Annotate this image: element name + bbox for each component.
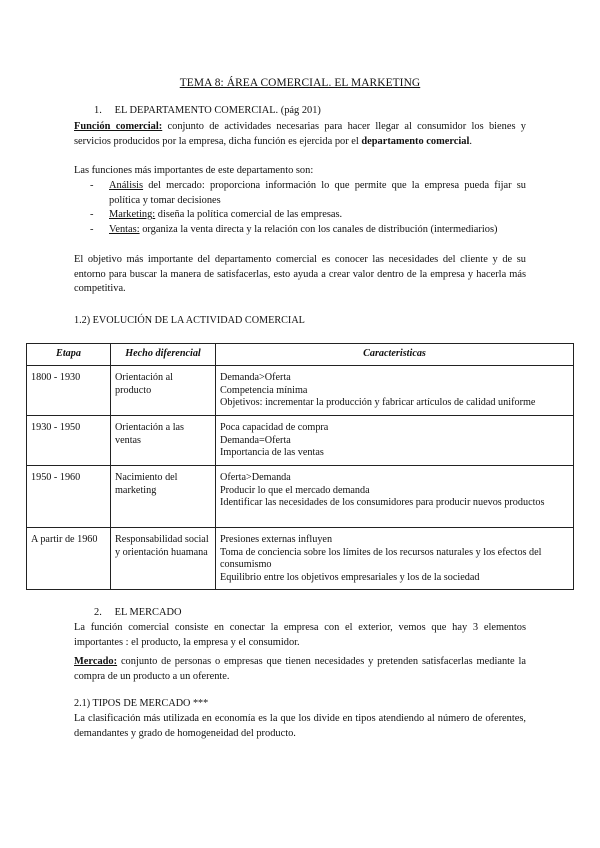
departamento-comercial-term: departamento comercial — [361, 135, 470, 147]
cell-caracteristicas — [216, 528, 574, 590]
caracteristica-line: Demanda>Oferta — [220, 372, 291, 383]
section-2-1-heading: 2.1) TIPOS DE MERCADO *** — [74, 698, 209, 709]
evolucion-table — [26, 343, 574, 590]
caracteristica-line: Demanda=Oferta — [220, 434, 291, 446]
caracteristica-line: Oferta>Demanda — [220, 472, 291, 483]
table-row — [27, 466, 574, 528]
analisis-label: Análisis — [109, 180, 144, 191]
caracteristica-line: Producir lo que el mercado demanda — [220, 484, 370, 496]
section-2-title: EL MERCADO — [114, 607, 182, 618]
funcion-comercial-paragraph — [74, 120, 526, 149]
funcion-comercial-text: conjunto de actividades necesarias para hacer llegar al consumidor los bienes y servicios producidos por la empresa, dicha función es ejercida por el — [74, 121, 527, 147]
marketing-text: diseña la política comercial de las empresas. — [155, 209, 343, 221]
cell-caracteristicas — [216, 366, 574, 416]
cell-etapa: 1930 - 1950 — [27, 416, 111, 466]
tipos-mercado-paragraph: La clasificación más utilizada en economía es la que los divide en tipos atendiendo al número de oferentes, demandantes y grado de homogeneidad del producto. — [74, 713, 526, 739]
ventas-text: organiza la venta directa y la relación con los canales de distribución (intermediarios) — [139, 223, 498, 235]
table-header-row — [27, 344, 574, 366]
cell-hecho: Orientación al producto — [111, 366, 216, 416]
list-item — [90, 179, 526, 208]
funciones-intro: Las funciones más importantes de este departamento son: — [74, 165, 314, 176]
caracteristica-line: Importancia de las ventas — [220, 447, 324, 459]
document-title: TEMA 8: ÁREA COMERCIAL. EL MARKETING — [179, 77, 421, 89]
section-1-number: 1. — [94, 105, 102, 116]
caracteristica-line: Competencia mínima — [220, 384, 308, 396]
cell-etapa: 1800 - 1930 — [27, 366, 111, 416]
section-2-heading — [94, 606, 181, 621]
funcion-comercial-label: Función comercial: — [74, 121, 163, 132]
cell-etapa: A partir de 1960 — [27, 528, 111, 590]
funcion-comercial-end: . — [469, 135, 472, 147]
section-1-title: EL DEPARTAMENTO COMERCIAL. (pág 201) — [114, 105, 321, 116]
marketing-label: Marketing: — [109, 209, 156, 221]
section-1-2-heading: 1.2) EVOLUCIÓN DE LA ACTIVIDAD COMERCIAL — [74, 315, 305, 326]
funciones-list — [90, 179, 526, 237]
caracteristica-line: Equilibrio entre los objetivos empresariales y los de la sociedad — [220, 571, 480, 583]
cell-hecho: Nacimiento del marketing — [111, 466, 216, 528]
section-2-number: 2. — [94, 607, 102, 618]
table-row — [27, 528, 574, 590]
mercado-text: conjunto de personas o empresas que tienen necesidades y pretenden satisfacerlas mediante la compra de un producto a un oferente. — [74, 656, 526, 682]
mercado-intro-paragraph: La función comercial consiste en conectar la empresa con el exterior, vemos que hay 3 elementos importantes : el producto, la empresa y el consumidor. — [74, 622, 526, 648]
header-caracteristicas: Caracteristicas — [216, 344, 574, 366]
analisis-text: del mercado: proporciona información lo que permite que la empresa pueda fijar su política y tomar decisiones — [109, 180, 526, 206]
table-row — [27, 416, 574, 466]
section-1-heading — [94, 104, 321, 119]
cell-caracteristicas — [216, 466, 574, 528]
list-item — [90, 223, 526, 238]
mercado-definition — [74, 655, 526, 684]
mercado-label: Mercado: — [74, 656, 118, 667]
ventas-label: Ventas: — [109, 223, 140, 235]
cell-hecho: Orientación a las ventas — [111, 416, 216, 466]
objetivo-paragraph: El objetivo más importante del departamento comercial es conocer las necesidades del cliente y de su entorno para buscar la manera de satisfacerlas, esto ayuda a crear valor dentro de la empresa y hacerla más competitiva. — [74, 254, 526, 295]
header-hecho-diferencial: Hecho diferencial — [111, 344, 216, 366]
list-item — [90, 208, 526, 223]
cell-hecho: Responsabilidad social y orientación huamana — [111, 528, 216, 590]
cell-caracteristicas — [216, 416, 574, 466]
caracteristica-line: Identificar las necesidades de los consumidores para producir nuevos productos — [220, 497, 545, 509]
cell-etapa: 1950 - 1960 — [27, 466, 111, 528]
header-etapa: Etapa — [27, 344, 111, 366]
caracteristica-line: Poca capacidad de compra — [220, 422, 329, 433]
caracteristica-line: Presiones externas influyen — [220, 534, 333, 545]
caracteristica-line: Objetivos: incrementar la producción y fabricar artículos de calidad uniforme — [220, 397, 536, 409]
caracteristica-line: Toma de conciencia sobre los límites de los recursos naturales y los efectos del consumismo — [220, 546, 542, 571]
table-row — [27, 366, 574, 416]
